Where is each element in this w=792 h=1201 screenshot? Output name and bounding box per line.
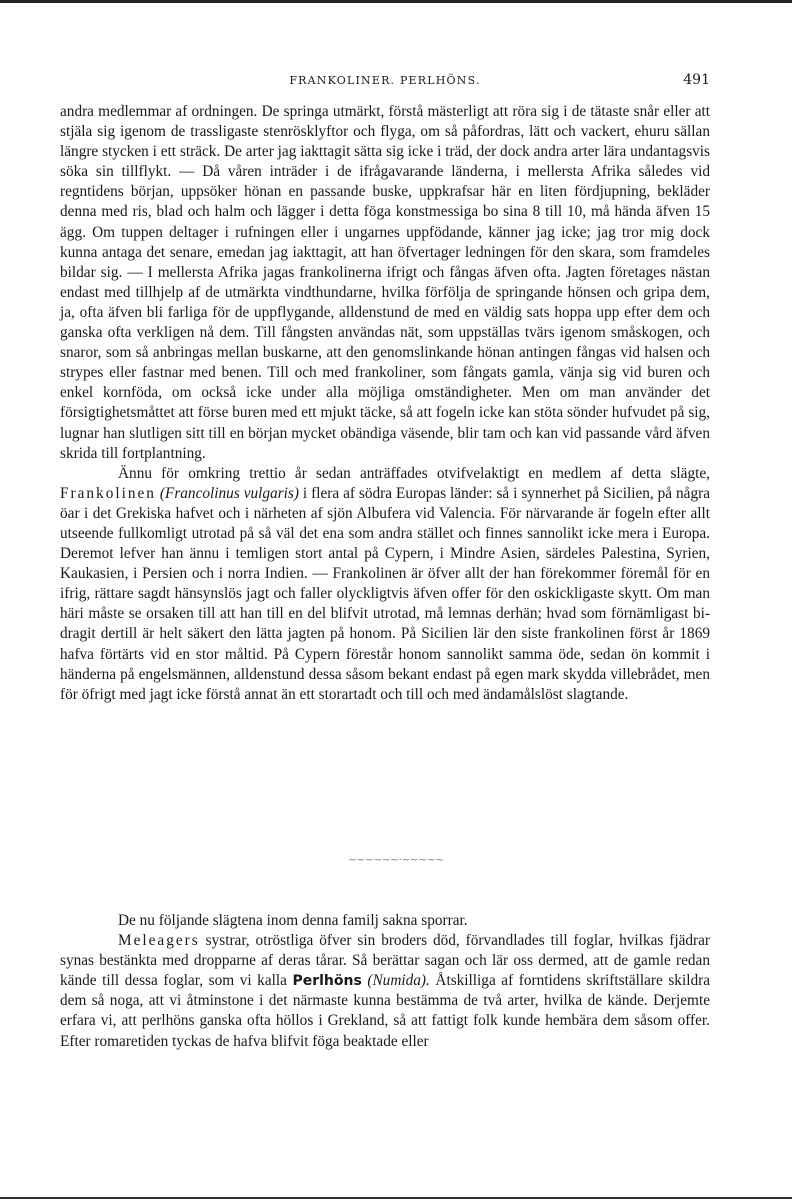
running-title: FRANKOLINER. PERLHÖNS. — [289, 74, 481, 87]
paragraph-2-rest: i flera af södra Europas länder: så i synnerhet på Sicilien, på några öar i det Grekiska hafvet och i närheten af sjön Albufera vid Valencia. För närvarande är fogeln efter allt utseende fullkomligt utrotad på så väl det ena som andra stället och finnes sannolikt icke mera i Europa. Deremot lefver han ännu i temligen stort antal på Cypern, i Mindre Asien, särdeles Palestina, Syrien, Kaukasien, i Persien och i norra Indien. — Frankolinen är öfver allt der han förekommer föremål för en ifrig, rättare sagdt hänsynslös jagt och faller olyckligtvis äfven offer för den oskickligaste skytt. Om man häri måste se orsaken till att han till en del blifvit utrotad, må lemnas derhän; hvad som förnämligast bidragit dertill är helt säkert den lätta jagten på honom. På Sicilien lär den siste frankolinen först år 1869 hafva förtärts vid en stor måltid. På Cypern förestår honom sannolikt samma öde, sedan ön kommit i händerna på engelsmännen, alldenstund dessa såsom bekant endast på egen mark skydda villebrådet, men för öfrigt med jagt icke förstå annat än ett storartadt och till och med ändamålslöst slagtande. — [60, 484, 711, 703]
page-header — [60, 72, 710, 96]
body-text-upper — [60, 102, 710, 705]
paragraph-1: andra medlemmar af ordningen. De springa utmärkt, förstå mästerligt att röra sig i de tätaste snår eller att stjäla sig igenom de trassligaste stenrösklyftor och flyga, om så påfordras, lätt och vackert, ehuru sällan längre stycken i ett sträck. De arter jag iakttagit sätta sig icke i träd, der dock andra arter lära undantagsvis söka sin tillflykt. — Då våren inträder i de ifrågavarande länderna, i mellersta Afrika således vid regntidens början, uppsöker hönan en passande buske, uppkrafsar här en liten fördjupning, bekläder denna med ris, blad och halm och lägger i detta föga konstmessiga bo sina 8 till 10, må hända äfven 15 ägg. Om tuppen deltager i rufningen eller i ungarnes uppfödande, känner jag icke; jag tror mig dock kunna antaga det senare, emedan jag iakttagit, att han öfvertager ledningen för den skara, som framdeles bildar sig. — I mellersta Afrika jagas frankolinerna ifrigt och fångas äfven ofta. Jagten företages nästan endast med tillhjelp af de utmärkta vindthundarne, hvilka förfölja de springande hönsen och gripa dem, ja, ofta äfven bli farliga för de uppflygande, alldenstund de med en väldig sats hoppa upp efter dem och ganska ofta verkligen nå dem. Till fångsten användas nät, som uppställas tvärs igenom småskogen, och snaror, som så anbringas mellan buskarne, att den genomslinkande hönan antingen fångas vid halsen och strypes eller fastnar med benen. Till och med frankoliner, som fångats gamla, vänja sig vid buren och enkel kornföda, om också icke under alla möjliga omständigheter. Men om man använder det försigtighetsmåttet att förse buren med ett mjukt täcke, så att fogeln icke kan stöta sönder hufvudet på sig, lugnar han slutligen sitt till en början mycket obändiga väsende, blir tam och kan vid passande vård äfven skrida till fortplantning. — [60, 103, 710, 462]
paragraph-4-text-a: systrar, otröstliga öfver sin broders död, förvandlades till foglar, hvilkas fjädrar synas bestänkta med dropparne af deras tårar. Så berättar sagan och lär oss dermed, att de gamle redan kände till dessa foglar, som vi kalla — [60, 932, 710, 990]
genus-name: Frankolinen — [60, 484, 156, 502]
paragraph-2 — [60, 464, 710, 705]
top-rule — [0, 0, 792, 3]
bottom-rule — [0, 1197, 792, 1199]
numida-taxon: (Numida). — [367, 972, 430, 990]
page-number: 491 — [683, 72, 710, 88]
paragraph-2-intro: Ännu för omkring trettio år sedan anträffades otvifvelaktigt en medlem af detta slägte, — [118, 464, 710, 482]
paragraph-3: De nu följande slägtena inom denna familj sakna sporrar. — [118, 912, 468, 929]
paragraph-4 — [60, 931, 710, 1052]
perlhons-heading: Perlhöns — [292, 973, 362, 990]
section-ornament: ~~~~~~·~~~~~ — [348, 855, 444, 866]
taxon-name: (Francolinus vulgaris) — [159, 484, 299, 502]
meleager-name: Meleagers — [118, 932, 200, 950]
body-text-lower — [60, 911, 710, 1052]
paragraph-4-text-b: Åtskilliga af forntidens skriftställare skildra dem så noga, att vi åtminstone i det närmaste kunna bestämma de två arter, hvilka de kände. Derjemte erfara vi, att perlhöns ganska ofta höllos i Grekland, så att fattigt folk kunde hembära dem såsom offer. Efter romaretiden tyckas de hafva blifvit föga beaktade eller — [60, 972, 710, 1050]
